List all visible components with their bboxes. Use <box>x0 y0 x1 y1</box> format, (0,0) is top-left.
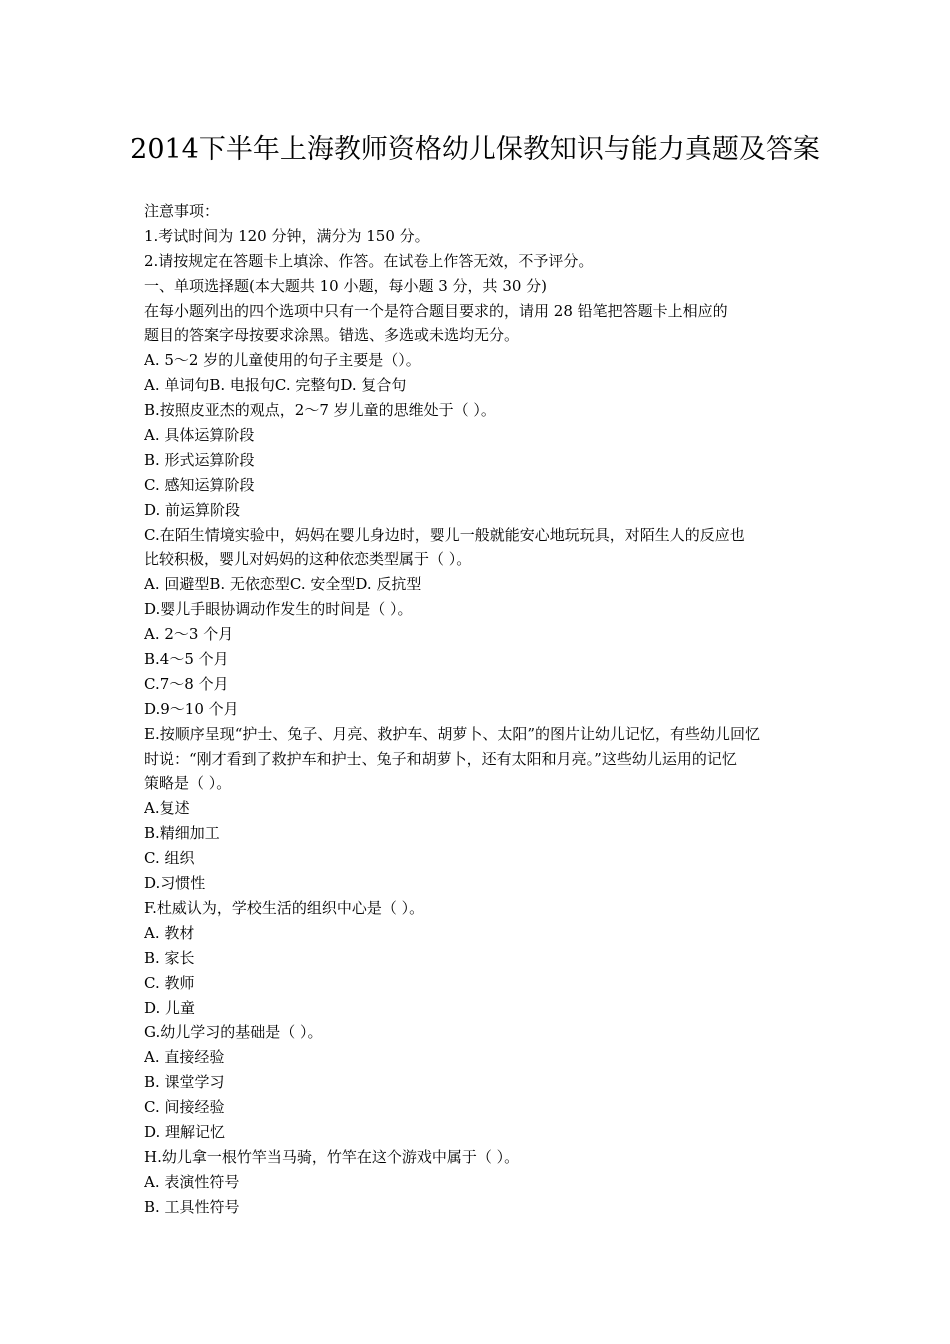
text-line: F.杜威认为，学校生活的组织中心是（ ）。 <box>144 898 425 917</box>
text-line: C. 间接经验 <box>144 1098 225 1117</box>
text-line: D.婴儿手眼协调动作发生的时间是（ ）。 <box>144 600 413 619</box>
text-line: 注意事项： <box>144 202 220 220</box>
text-line: 题目的答案字母按要求涂黑。错选、多选或未选均无分。 <box>144 326 520 345</box>
text-line: B. 家长 <box>144 948 195 967</box>
text-line: D. 理解记忆 <box>144 1122 226 1141</box>
text-line: D.9～10 个月 <box>144 699 239 718</box>
text-line: D. 儿童 <box>144 998 196 1017</box>
text-line: E.按顺序呈现“护士、兔子、月亮、救护车、胡萝卜、太阳”的图片让幼儿记忆，有些幼儿回忆 <box>144 724 761 743</box>
text-line: A. 直接经验 <box>144 1048 225 1067</box>
text-line: D.习惯性 <box>144 874 206 893</box>
text-line: A. 回避型B. 无依恋型C. 安全型D. 反抗型 <box>144 575 422 594</box>
text-line: A. 具体运算阶段 <box>144 426 255 445</box>
text-line: 比较积极，婴儿对妈妈的这种依恋类型属于（ ）。 <box>144 550 472 569</box>
text-line: D. 前运算阶段 <box>144 500 241 519</box>
text-line: A. 2～3 个月 <box>144 625 234 644</box>
text-line: B.4～5 个月 <box>144 650 229 669</box>
text-line: G.幼儿学习的基础是（ ）。 <box>144 1023 323 1042</box>
text-line: A. 教材 <box>144 923 195 942</box>
text-line: B. 工具性符号 <box>144 1197 240 1216</box>
text-line: C. 感知运算阶段 <box>144 475 255 494</box>
text-line: C. 教师 <box>144 973 195 992</box>
text-line: 时说：“刚才看到了救护车和护士、兔子和胡萝卜，还有太阳和月亮。”这些幼儿运用的记忆 <box>144 749 737 768</box>
text-line: 在每小题列出的四个选项中只有一个是符合题目要求的，请用 28 铅笔把答题卡上相应的 <box>144 301 728 320</box>
text-line: 1.考试时间为 120 分钟，满分为 150 分。 <box>144 226 430 245</box>
text-line: B.精细加工 <box>144 824 220 843</box>
text-line: 策略是（ ）。 <box>144 774 232 793</box>
text-line: B.按照皮亚杰的观点，2～7 岁儿童的思维处于（ ）。 <box>144 401 496 420</box>
document-body <box>144 199 814 1220</box>
document-title: 2014下半年上海教师资格幼儿保教知识与能力真题及答案 <box>130 134 820 165</box>
text-line: C.在陌生情境实验中，妈妈在婴儿身边时，婴儿一般就能安心地玩玩具，对陌生人的反应也 <box>144 525 745 544</box>
text-line: A. 单词句B. 电报句C. 完整句D. 复合句 <box>144 376 407 395</box>
text-line: C.7～8 个月 <box>144 674 229 693</box>
text-line: A. 5～2 岁的儿童使用的句子主要是（）。 <box>144 351 421 370</box>
text-line: B. 形式运算阶段 <box>144 450 255 469</box>
text-line: 2.请按规定在答题卡上填涂、作答。在试卷上作答无效，不予评分。 <box>144 251 594 270</box>
text-line: B. 课堂学习 <box>144 1073 225 1092</box>
text-line: A. 表演性符号 <box>144 1172 240 1191</box>
text-line: 一、单项选择题(本大题共 10 小题，每小题 3 分，共 30 分) <box>144 276 548 295</box>
text-line: H.幼儿拿一根竹竿当马骑，竹竿在这个游戏中属于（ ）。 <box>144 1147 520 1166</box>
text-line: C. 组织 <box>144 849 195 868</box>
text-line: A.复述 <box>144 799 190 818</box>
